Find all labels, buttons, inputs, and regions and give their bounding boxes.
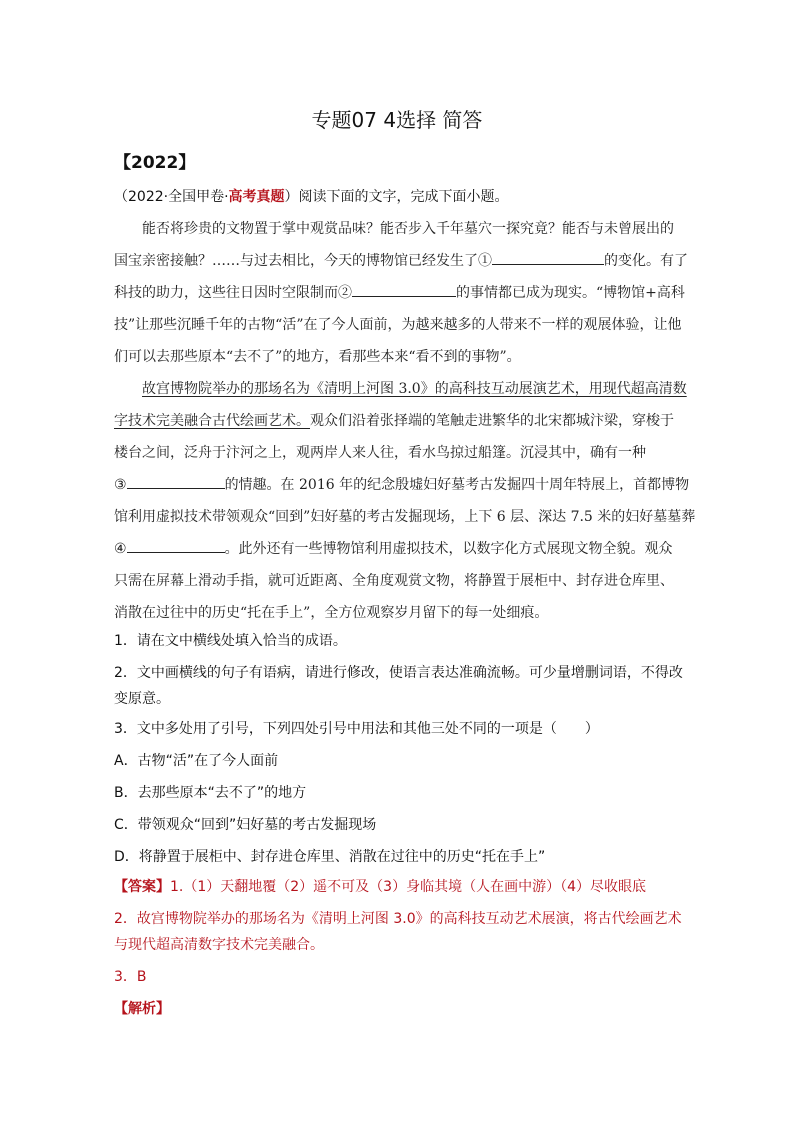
passage-text: ③ xyxy=(114,477,127,493)
passage-line-underlined: 故宫博物院举办的那场名为《清明上河图 3.0》的高科技互动展演艺术，用现代超高清数 xyxy=(142,381,687,397)
analysis-heading: 【解析】 xyxy=(114,1001,170,1017)
option-b: B．去那些原本“去不了”的地方 xyxy=(114,785,307,801)
passage-line: 消散在过往中的历史“托在手上”，全方位观察岁月留下的每一处细痕。 xyxy=(114,605,549,621)
passage-text: 国宝亲密接触？……与过去相比，今天的博物馆已经发生了① xyxy=(114,253,492,269)
year-heading: 【2022】 xyxy=(114,153,196,173)
blank-4 xyxy=(127,538,225,553)
answer-1 xyxy=(114,876,646,896)
answer-2: 2．故宫博物院举办的那场名为《清明上河图 3.0》的高科技互动艺术展演，将古代绘画艺术 xyxy=(114,911,682,927)
passage-text: 的变化。有了 xyxy=(604,253,688,269)
passage-line: 们可以去那些原本“去不了”的地方，看那些本来“看不到的事物”。 xyxy=(114,349,521,365)
underlined-sentence-end: 字技术完美融合古代绘画艺术。 xyxy=(114,413,310,429)
passage-text: 的情趣。在 2016 年的纪念殷墟妇好墓考古发掘四十周年特展上，首都博物 xyxy=(224,477,690,493)
passage-line xyxy=(114,474,689,494)
question-2-cont: 变原意。 xyxy=(114,691,170,707)
option-c: C．带领观众“回到”妇好墓的考古发掘现场 xyxy=(114,817,377,833)
passage-line: 技”让那些沉睡千年的古物“活”在了今人面前，为越来越多的人带来不一样的观展体验，让他 xyxy=(114,317,682,333)
answer-2-cont: 与现代超高清数字技术完美融合。 xyxy=(114,937,324,953)
blank-3 xyxy=(127,474,225,489)
blank-1 xyxy=(492,250,604,265)
passage-text: 的事情都已成为现实。“博物馆+高科 xyxy=(456,285,685,301)
source-highlight: 高考真题 xyxy=(228,189,285,205)
passage-line xyxy=(114,250,688,270)
option-a: A．古物“活”在了今人面前 xyxy=(114,753,279,769)
answer-text: 1.（1）天翻地覆（2）遥不可及（3）身临其境（人在画中游）（4）尽收眼底 xyxy=(170,879,646,895)
answer-3: 3．B xyxy=(114,969,147,985)
question-1: 1．请在文中横线处填入恰当的成语。 xyxy=(114,633,347,649)
passage-text: 观众们沿着张择端的笔触走进繁华的北宋都城汴梁，穿梭于 xyxy=(310,413,674,429)
passage-line xyxy=(114,538,673,558)
source-prefix: （2022·全国甲卷· xyxy=(114,189,229,205)
passage-line: 能否将珍贵的文物置于掌中观赏品味？能否步入千年墓穴一探究竟？能否与未曾展出的 xyxy=(142,221,674,237)
passage-line xyxy=(114,410,674,430)
source-suffix: ）阅读下面的文字，完成下面小题。 xyxy=(284,189,509,205)
passage-text: 。此外还有一些博物馆利用虚拟技术，以数字化方式展现文物全貌。观众 xyxy=(224,541,673,557)
passage-text: ④ xyxy=(114,541,127,557)
analysis-label xyxy=(114,998,170,1018)
question-3: 3．文中多处用了引号，下列四处引号中用法和其他三处不同的一项是（ ） xyxy=(114,721,599,737)
page-title: 专题07 4选择 简答 xyxy=(311,108,483,132)
passage-line: 楼台之间，泛舟于汴河之上，观两岸人来人往，看水鸟掠过船篷。沉浸其中，确有一种 xyxy=(114,445,646,461)
passage-line: 馆利用虚拟技术带领观众“回到”妇好墓的考古发掘现场，上下 6 层、深达 7.5 米的妇好墓墓葬 xyxy=(114,509,696,525)
question-2: 2．文中画横线的句子有语病，请进行修改，使语言表达准确流畅。可少量增删词语，不得改 xyxy=(114,665,683,681)
passage-line: 只需在屏幕上滑动手指，就可近距离、全角度观赏文物，将静置于展柜中、封存进仓库里、 xyxy=(114,573,674,589)
question-source xyxy=(114,186,509,206)
option-d: D．将静置于展柜中、封存进仓库里、消散在过往中的历史“托在手上” xyxy=(114,849,546,865)
passage-text: 科技的助力，这些往日因时空限制而② xyxy=(114,285,352,301)
answer-label: 【答案】 xyxy=(114,879,170,895)
blank-2 xyxy=(352,282,456,297)
passage-line xyxy=(114,282,685,302)
